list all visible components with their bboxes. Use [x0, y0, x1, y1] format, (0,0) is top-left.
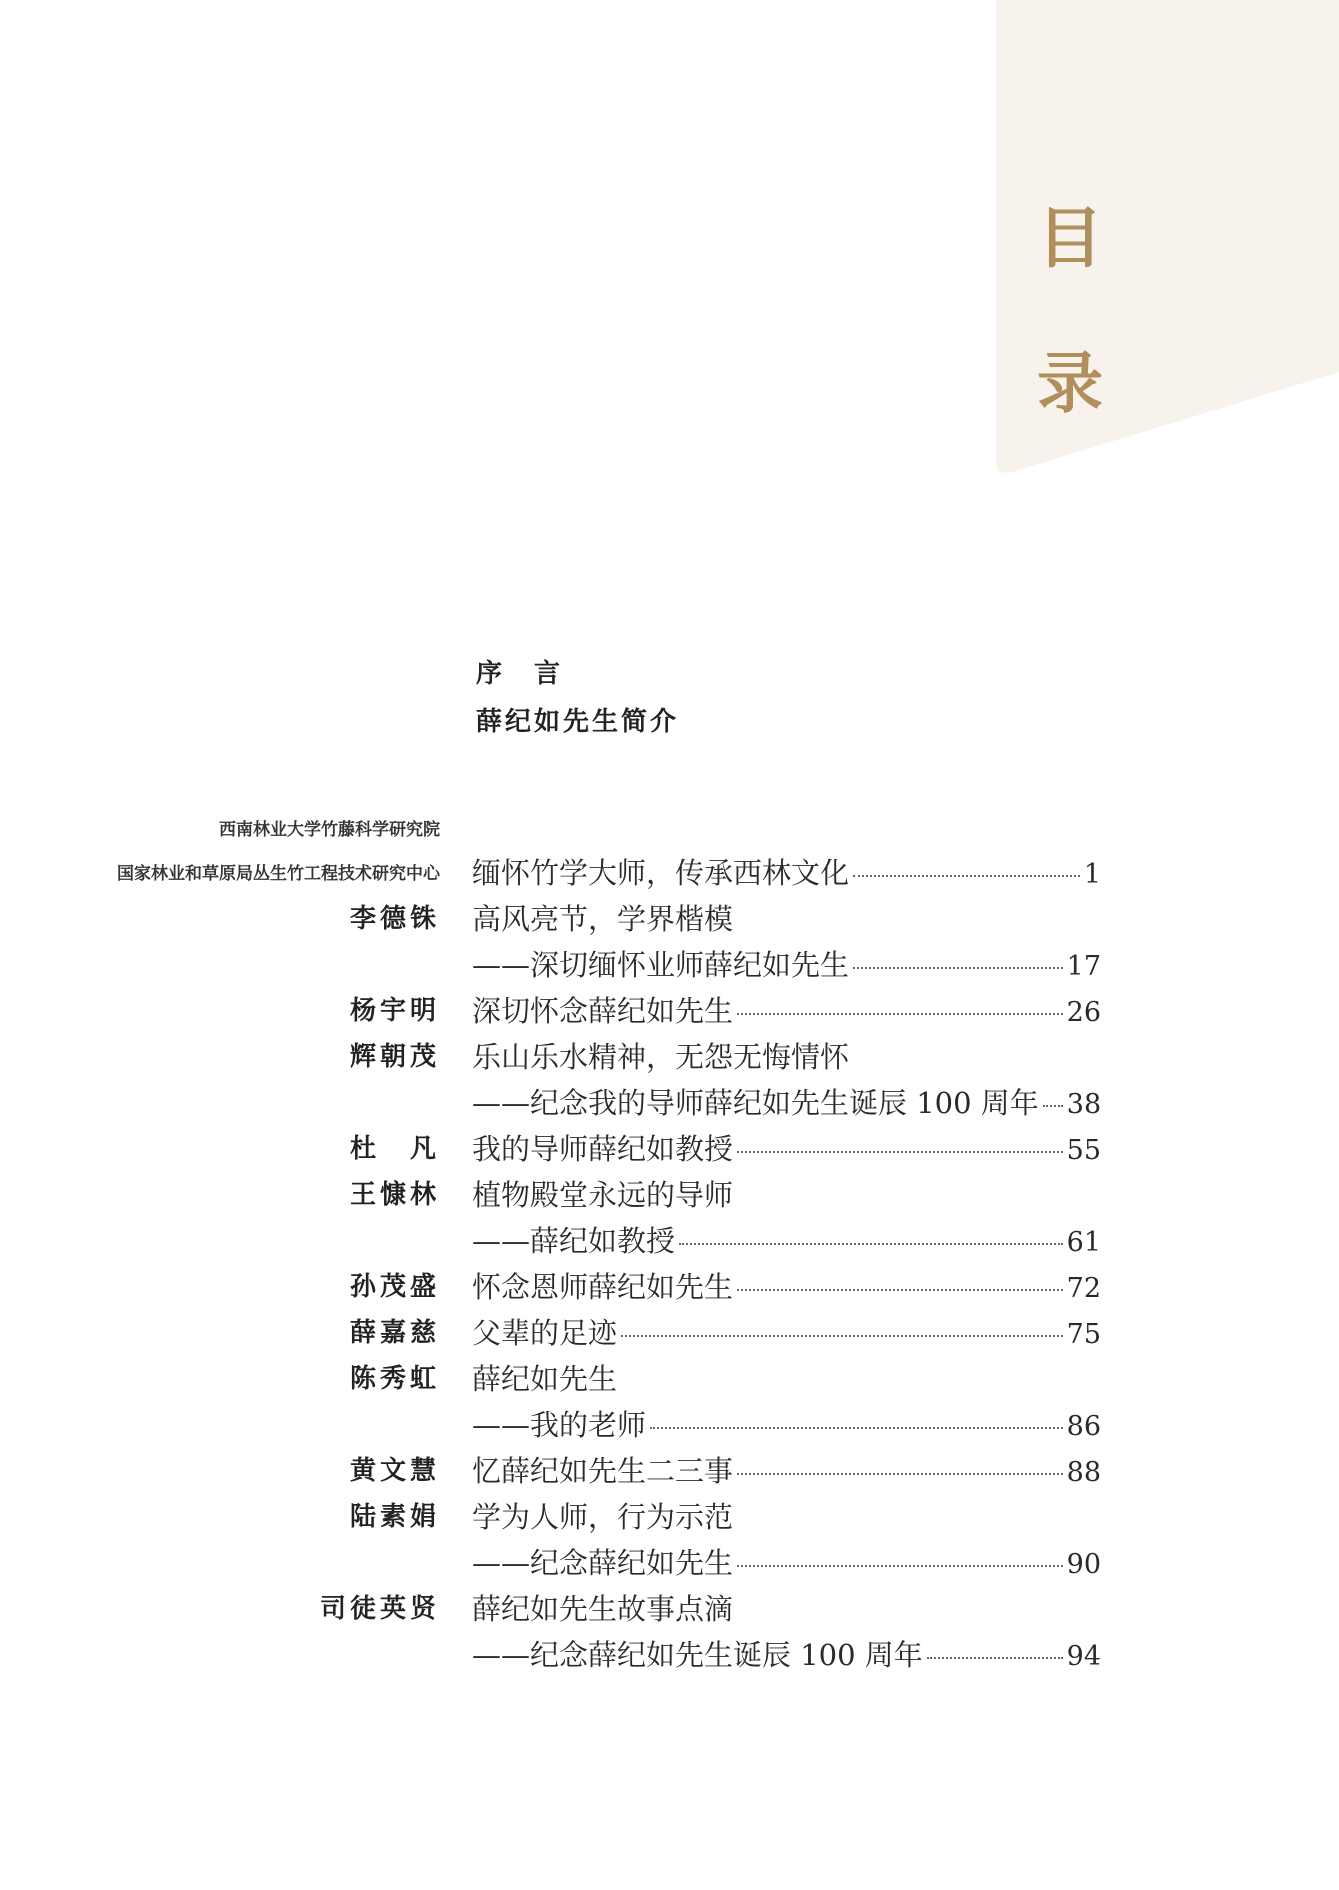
toc-row — [0, 898, 1339, 944]
toc-title: 薛纪如先生 — [472, 1362, 618, 1396]
toc-row — [0, 852, 1339, 898]
toc-title: 父辈的足迹 — [472, 1316, 618, 1350]
toc-title: 忆薛纪如先生二三事 — [472, 1454, 734, 1488]
toc-dot-leader — [737, 1289, 1063, 1291]
toc-dot-leader — [650, 1427, 1063, 1429]
toc-author: 薛嘉慈 — [349, 1318, 440, 1348]
toc-row — [0, 1082, 1339, 1128]
toc-author: 孙茂盛 — [349, 1272, 440, 1302]
toc-page-number: 72 — [1066, 1273, 1101, 1304]
toc-page-number: 94 — [1066, 1641, 1101, 1672]
toc-title: ——纪念我的导师薛纪如先生诞辰 100 周年 — [472, 1086, 1039, 1120]
toc-row — [0, 1404, 1339, 1450]
preface-entry: 序 言 — [476, 659, 564, 689]
toc-page-number: 55 — [1066, 1135, 1101, 1166]
toc-entry[interactable] — [472, 1314, 1101, 1352]
toc-row — [0, 1128, 1339, 1174]
toc-dot-leader — [1043, 1105, 1063, 1107]
biography-entry: 薛纪如先生简介 — [476, 707, 680, 737]
toc-page-number: 75 — [1066, 1319, 1101, 1350]
toc-page-number: 1 — [1083, 859, 1101, 890]
toc-entry[interactable] — [472, 1406, 1101, 1444]
toc-title: ——纪念薛纪如先生诞辰 100 周年 — [472, 1638, 923, 1672]
toc-author: 杨宇明 — [349, 996, 440, 1026]
toc-entry[interactable] — [472, 1084, 1101, 1122]
toc-author: 陈秀虹 — [349, 1364, 440, 1394]
toc-row — [0, 1634, 1339, 1680]
toc-entry[interactable] — [472, 1360, 1101, 1398]
toc-row — [0, 1220, 1339, 1266]
toc-row — [0, 1542, 1339, 1588]
toc-author: 杜 凡 — [349, 1134, 440, 1164]
toc-page-number: 61 — [1066, 1227, 1101, 1258]
toc-title: ——我的老师 — [472, 1408, 647, 1442]
toc-entry[interactable] — [472, 1636, 1101, 1674]
toc-author: 王慷林 — [349, 1180, 440, 1210]
toc-entry[interactable] — [472, 992, 1101, 1030]
toc-dot-leader — [927, 1657, 1063, 1659]
toc-author: 陆素娟 — [349, 1502, 440, 1532]
toc-entry[interactable] — [472, 1268, 1101, 1306]
toc-dot-leader — [853, 875, 1080, 877]
toc-row — [0, 1588, 1339, 1634]
toc-page-number: 90 — [1066, 1549, 1101, 1580]
organization-line-1: 西南林业大学竹藤科学研究院 — [219, 820, 440, 840]
toc-author: 李德铢 — [349, 904, 440, 934]
toc-title: 怀念恩师薛纪如先生 — [472, 1270, 734, 1304]
toc-dot-leader — [853, 967, 1063, 969]
toc-title: ——纪念薛纪如先生 — [472, 1546, 734, 1580]
toc-page-number: 38 — [1066, 1089, 1102, 1120]
toc-title: 乐山乐水精神，无怨无悔情怀 — [472, 1040, 850, 1074]
toc-entry[interactable] — [472, 1498, 1101, 1536]
toc-dot-leader — [737, 1473, 1063, 1475]
toc-author: 黄文慧 — [349, 1456, 440, 1486]
toc-entry[interactable] — [472, 1590, 1101, 1628]
toc-entry[interactable] — [472, 1222, 1101, 1260]
toc-page-number: 88 — [1066, 1457, 1101, 1488]
toc-dot-leader — [679, 1243, 1063, 1245]
toc-title: 学为人师，行为示范 — [472, 1500, 734, 1534]
toc-row — [0, 1036, 1339, 1082]
toc-entry[interactable] — [472, 1038, 1101, 1076]
toc-entry[interactable] — [472, 946, 1101, 984]
toc-title: ——深切缅怀业师薛纪如先生 — [472, 948, 850, 982]
toc-row — [0, 944, 1339, 990]
toc-author: 司徒英贤 — [319, 1594, 440, 1624]
toc-title: 植物殿堂永远的导师 — [472, 1178, 734, 1212]
toc-title: 薛纪如先生故事点滴 — [472, 1592, 734, 1626]
toc-page-number: 26 — [1066, 997, 1101, 1028]
toc-row — [0, 1174, 1339, 1220]
toc-entry[interactable] — [472, 1130, 1101, 1168]
toc-row — [0, 1450, 1339, 1496]
toc-row — [0, 1312, 1339, 1358]
toc-entry[interactable] — [472, 900, 1101, 938]
toc-title: ——薛纪如教授 — [472, 1224, 676, 1258]
toc-row — [0, 1266, 1339, 1312]
contents-heading-char-1: 目 — [1037, 199, 1103, 277]
contents-heading-char-2: 录 — [1037, 344, 1103, 422]
toc-row — [0, 990, 1339, 1036]
toc-author: 辉朝茂 — [349, 1042, 440, 1072]
toc-entry[interactable] — [472, 1452, 1101, 1490]
toc-title: 深切怀念薛纪如先生 — [472, 994, 734, 1028]
toc-entry[interactable] — [472, 1176, 1101, 1214]
toc-dot-leader — [621, 1335, 1063, 1337]
table-of-contents — [0, 852, 1339, 1680]
toc-dot-leader — [737, 1013, 1063, 1015]
organization-line-2: 国家林业和草原局丛生竹工程技术研究中心 — [117, 864, 440, 884]
toc-title: 缅怀竹学大师，传承西林文化 — [472, 856, 850, 890]
toc-row — [0, 1358, 1339, 1404]
toc-entry[interactable] — [472, 854, 1101, 892]
toc-dot-leader — [737, 1151, 1063, 1153]
toc-title: 我的导师薛纪如教授 — [472, 1132, 734, 1166]
toc-page-number: 86 — [1066, 1411, 1101, 1442]
heading-tab-background — [0, 0, 1339, 480]
toc-page-number: 17 — [1066, 951, 1101, 982]
toc-dot-leader — [737, 1565, 1063, 1567]
toc-row — [0, 1496, 1339, 1542]
toc-title: 高风亮节，学界楷模 — [472, 902, 734, 936]
toc-entry[interactable] — [472, 1544, 1101, 1582]
